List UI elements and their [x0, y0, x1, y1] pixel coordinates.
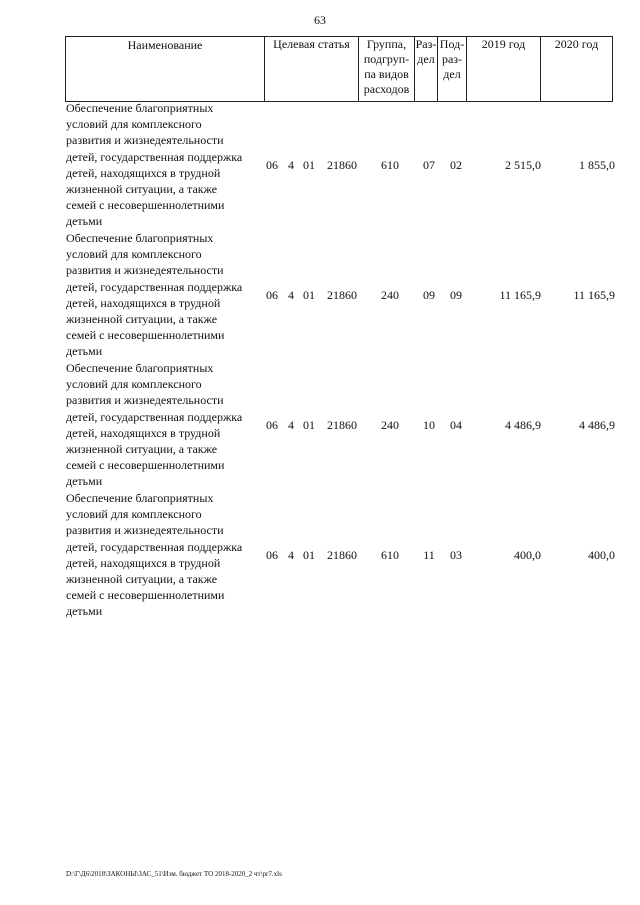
- page-number: 63: [314, 13, 326, 27]
- row-group: 610: [381, 548, 399, 562]
- row-subsection: 09: [450, 288, 462, 302]
- row-name: Обеспечение благоприятных условий для комплексного развития и жизнедеятельности детей, государственная поддержка детей, находящихся в трудной жизненной ситуации, а также семей с несовершеннолетними детьми: [66, 101, 243, 229]
- row-direction: 21860: [327, 288, 357, 302]
- header-subsection: Под- раз- дел: [438, 37, 467, 102]
- row-year-2019: 11 165,9: [499, 288, 541, 302]
- row-year-2019: 2 515,0: [505, 158, 541, 172]
- file-path-footer: D:\Г\Д6\2018\ЗАКОНЫ\ЗАС_51\Изм. бюджет ТО 2018-2020_2 чт\pr7.xls: [66, 870, 282, 878]
- row-section: 11: [423, 548, 435, 562]
- row-main-event: 01: [303, 418, 315, 432]
- row-program: 06: [266, 158, 278, 172]
- header-group: Группа, подгруп- па видов расходов: [359, 37, 415, 102]
- row-subprogram: 4: [288, 288, 294, 302]
- row-program: 06: [266, 288, 278, 302]
- header-target-article: Целевая статья: [265, 37, 359, 102]
- row-section: 07: [423, 158, 435, 172]
- row-name: Обеспечение благоприятных условий для комплексного развития и жизнедеятельности детей, государственная поддержка детей, находящихся в трудной жизненной ситуации, а также семей с несовершеннолетними детьми: [66, 231, 243, 359]
- row-section: 09: [423, 288, 435, 302]
- row-direction: 21860: [327, 158, 357, 172]
- row-subsection: 02: [450, 158, 462, 172]
- row-group: 610: [381, 158, 399, 172]
- table-header: [65, 36, 613, 102]
- row-program: 06: [266, 418, 278, 432]
- row-subsection: 03: [450, 548, 462, 562]
- header-section: Раз- дел: [415, 37, 438, 102]
- header-year-2019: 2019 год: [467, 37, 541, 102]
- header-year-2020: 2020 год: [541, 37, 613, 102]
- row-subprogram: 4: [288, 548, 294, 562]
- row-main-event: 01: [303, 158, 315, 172]
- row-subprogram: 4: [288, 418, 294, 432]
- row-subsection: 04: [450, 418, 462, 432]
- row-direction: 21860: [327, 418, 357, 432]
- row-name: Обеспечение благоприятных условий для комплексного развития и жизнедеятельности детей, государственная поддержка детей, находящихся в трудной жизненной ситуации, а также семей с несовершеннолетними детьми: [66, 361, 243, 489]
- row-main-event: 01: [303, 548, 315, 562]
- row-subprogram: 4: [288, 158, 294, 172]
- row-year-2020: 4 486,9: [579, 418, 615, 432]
- row-main-event: 01: [303, 288, 315, 302]
- row-group: 240: [381, 418, 399, 432]
- row-section: 10: [423, 418, 435, 432]
- row-program: 06: [266, 548, 278, 562]
- row-year-2020: 1 855,0: [579, 158, 615, 172]
- row-direction: 21860: [327, 548, 357, 562]
- row-year-2019: 400,0: [514, 548, 541, 562]
- row-group: 240: [381, 288, 399, 302]
- row-year-2020: 400,0: [588, 548, 615, 562]
- row-year-2019: 4 486,9: [505, 418, 541, 432]
- row-year-2020: 11 165,9: [573, 288, 615, 302]
- row-name: Обеспечение благоприятных условий для комплексного развития и жизнедеятельности детей, государственная поддержка детей, находящихся в трудной жизненной ситуации, а также семей с несовершеннолетними детьми: [66, 491, 243, 619]
- header-name: Наименование: [66, 37, 265, 102]
